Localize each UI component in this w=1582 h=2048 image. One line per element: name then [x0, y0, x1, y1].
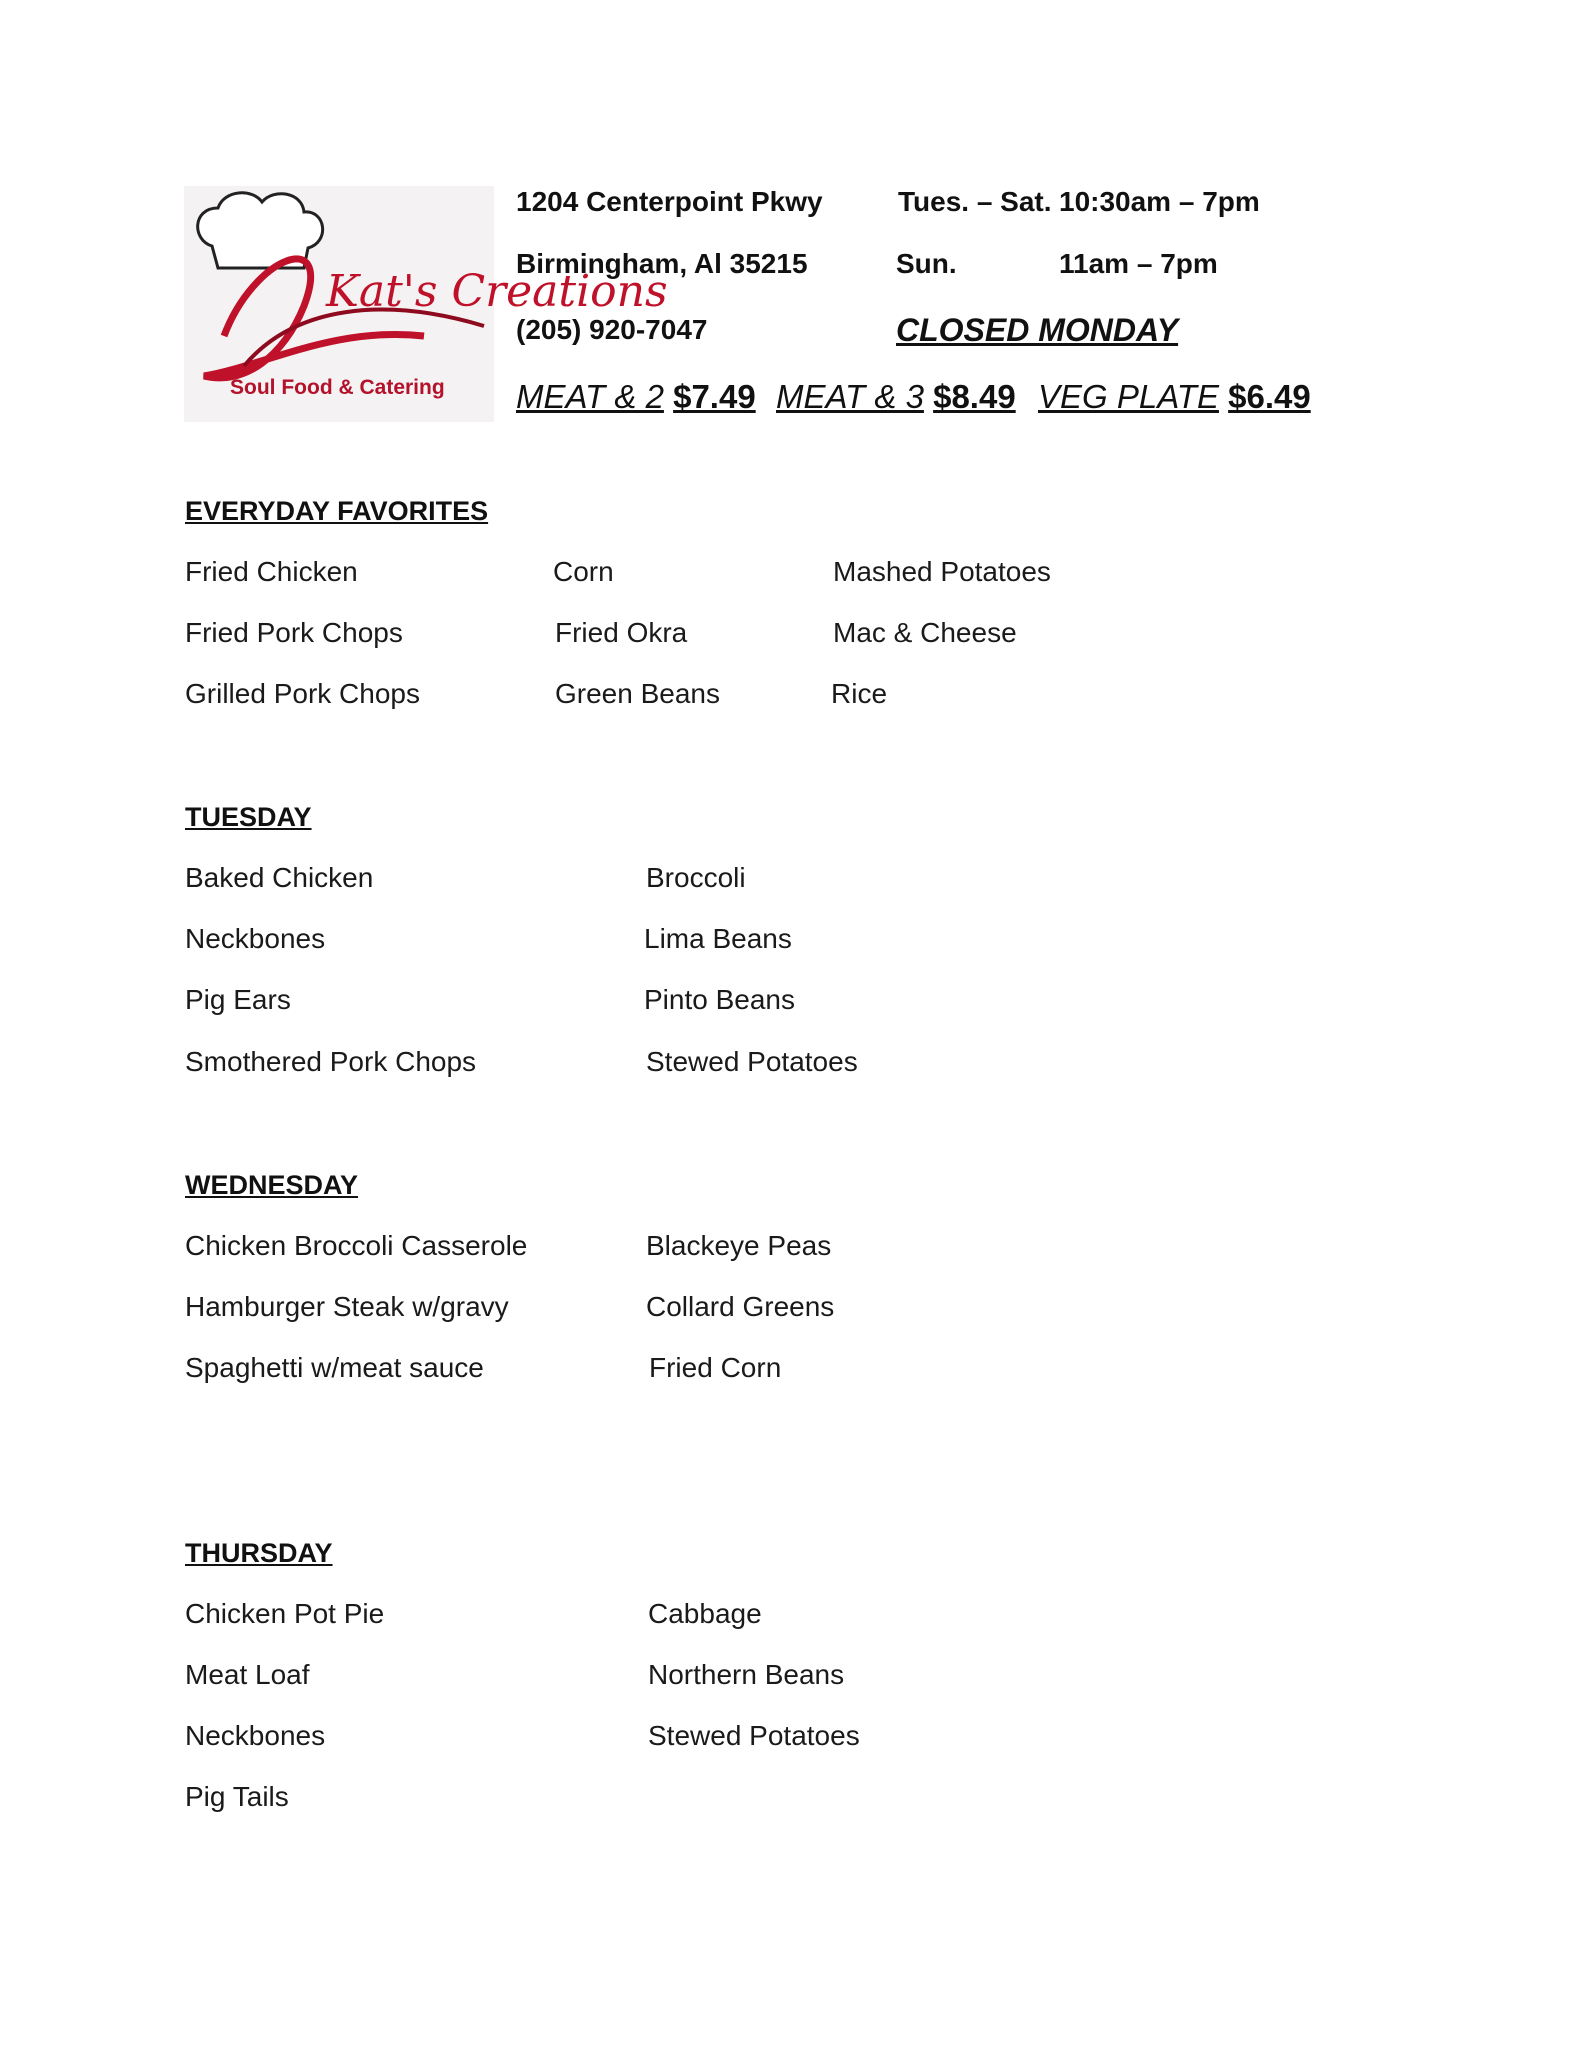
- price-amount: $6.49: [1228, 378, 1311, 415]
- price-label: MEAT & 2: [516, 378, 664, 415]
- price-meat-and-3: [776, 378, 1016, 416]
- list-item: Collard Greens: [646, 1291, 835, 1322]
- list-item: Spaghetti w/meat sauce: [185, 1352, 484, 1383]
- list-item: Northern Beans: [648, 1659, 845, 1690]
- list-item: Fried Chicken: [185, 556, 358, 587]
- closed-notice: CLOSED MONDAY: [896, 312, 1179, 348]
- list-item: Meat Loaf: [185, 1659, 310, 1690]
- list-item: Chicken Broccoli Casserole: [185, 1230, 528, 1261]
- list-item: Chicken Pot Pie: [185, 1598, 385, 1629]
- logo-tagline: Soul Food & Catering: [230, 376, 445, 399]
- section-title-wednesday: WEDNESDAY: [185, 1170, 359, 1200]
- section-title-everyday: EVERYDAY FAVORITES: [185, 496, 489, 526]
- price-veg-plate: [1038, 378, 1311, 416]
- list-item: Lima Beans: [644, 923, 792, 954]
- list-item: Neckbones: [185, 923, 326, 954]
- list-item: Corn: [553, 556, 614, 587]
- list-item: Fried Pork Chops: [185, 617, 403, 648]
- list-item: Baked Chicken: [185, 862, 374, 893]
- list-item: Hamburger Steak w/gravy: [185, 1291, 509, 1322]
- price-amount: $7.49: [673, 378, 756, 415]
- list-item: Stewed Potatoes: [646, 1046, 858, 1077]
- list-item: Broccoli: [646, 862, 746, 893]
- list-item: Smothered Pork Chops: [185, 1046, 477, 1077]
- price-amount: $8.49: [933, 378, 1016, 415]
- list-item: Green Beans: [555, 678, 720, 709]
- list-item: Mashed Potatoes: [833, 556, 1051, 587]
- price-label: VEG PLATE: [1038, 378, 1219, 415]
- section-title-tuesday: TUESDAY: [185, 802, 312, 832]
- list-item: Grilled Pork Chops: [185, 678, 420, 709]
- price-meat-and-2: [516, 378, 756, 416]
- address-line1: 1204 Centerpoint Pkwy: [516, 186, 823, 217]
- phone-number: (205) 920-7047: [516, 314, 708, 345]
- list-item: Fried Okra: [555, 617, 688, 648]
- hours-days-weekday: Tues. – Sat.: [898, 186, 1052, 217]
- section-title-thursday: THURSDAY: [185, 1538, 333, 1568]
- list-item: Mac & Cheese: [833, 617, 1017, 648]
- price-label: MEAT & 3: [776, 378, 924, 415]
- logo-brand-text: Kat's Creations: [326, 266, 668, 317]
- hours-time-weekday: 10:30am – 7pm: [1059, 186, 1260, 217]
- list-item: Fried Corn: [649, 1352, 782, 1383]
- list-item: Blackeye Peas: [646, 1230, 832, 1261]
- list-item: Pig Ears: [185, 984, 291, 1015]
- list-item: Rice: [831, 678, 888, 709]
- address-line2: Birmingham, Al 35215: [516, 248, 808, 279]
- list-item: Pinto Beans: [644, 984, 795, 1015]
- list-item: Cabbage: [648, 1598, 762, 1629]
- hours-time-sunday: 11am – 7pm: [1059, 248, 1218, 279]
- list-item: Neckbones: [185, 1720, 326, 1751]
- hours-days-sunday: Sun.: [896, 248, 957, 279]
- list-item: Stewed Potatoes: [648, 1720, 860, 1751]
- list-item: Pig Tails: [185, 1781, 289, 1812]
